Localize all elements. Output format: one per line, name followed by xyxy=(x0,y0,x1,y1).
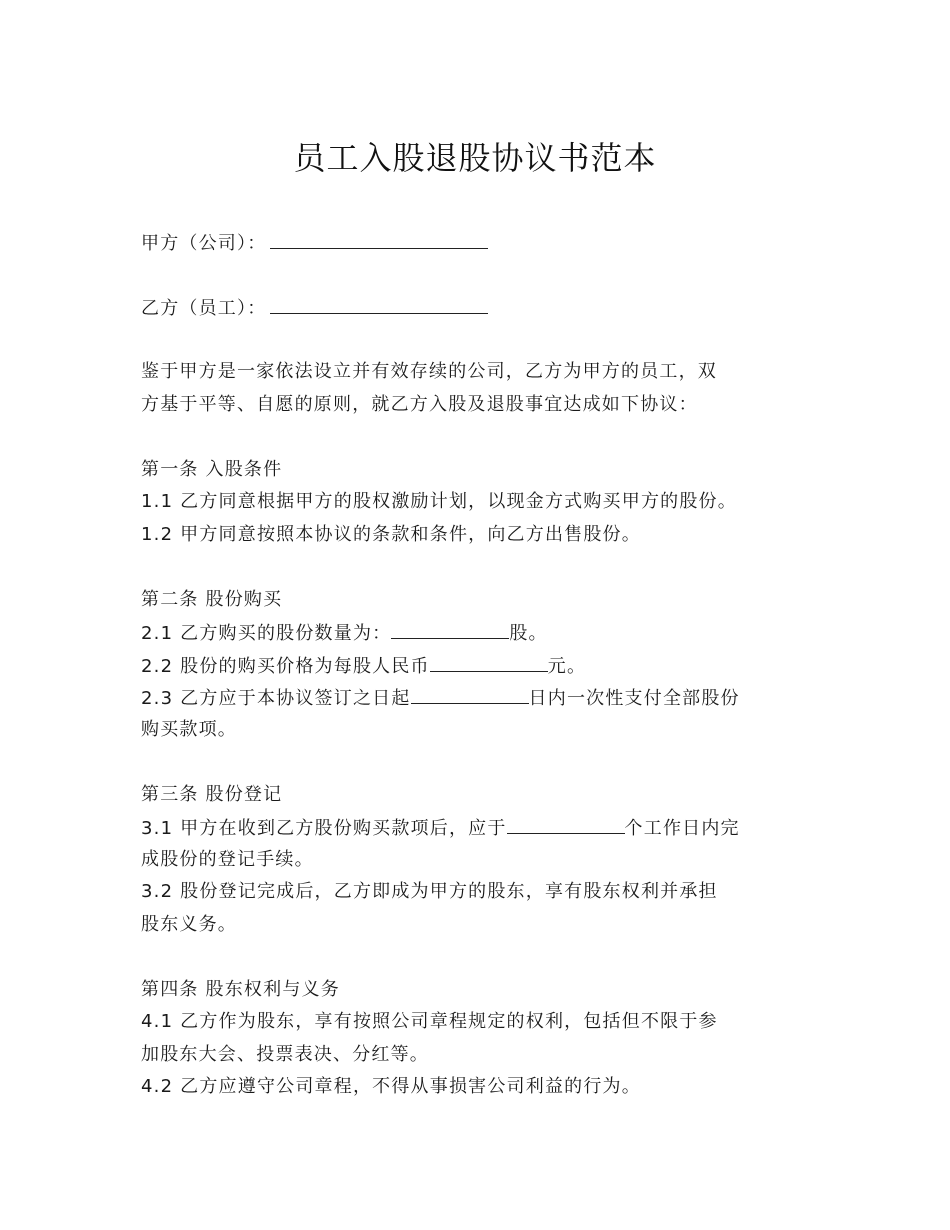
clause-2-3 xyxy=(141,681,841,714)
preamble-line-1: 鉴于甲方是一家依法设立并有效存续的公司，乙方为甲方的员工，双 xyxy=(141,361,717,382)
preamble-line-2: 方基于平等、自愿的原则，就乙方入股及退股事宜达成如下协议： xyxy=(141,393,698,415)
spacer xyxy=(141,421,841,454)
article-1-heading: 第一条 入股条件 xyxy=(141,458,283,480)
document-title: 员工入股退股协议书范本 xyxy=(293,139,657,177)
clause-1-1: 1.1 乙方同意根据甲方的股权激励计划，以现金方式购买甲方的股份。 xyxy=(141,491,737,512)
spacer xyxy=(141,551,841,584)
clause-2-2 xyxy=(141,649,841,682)
clause-2-3-suffix: 日内一次性支付全部股份 xyxy=(528,688,740,709)
clause-2-2-suffix: 元。 xyxy=(547,655,587,677)
clause-2-1-text: 2.1 乙方购买的股份数量为： xyxy=(141,623,392,644)
party-b-blank[interactable] xyxy=(270,291,488,314)
clause-3-1-text: 3.1 甲方在收到乙方股份购买款项后，应于 xyxy=(141,818,507,839)
clause-4-1: 4.1 乙方作为股东，享有按照公司章程规定的权利，包括但不限于参 xyxy=(141,1011,718,1032)
clause-2-3-cont: 购买款项。 xyxy=(141,718,237,740)
spacer xyxy=(141,746,841,779)
article-4-heading: 第四条 股东权利与义务 xyxy=(141,978,340,1000)
party-a-line xyxy=(141,226,841,259)
document-body xyxy=(141,226,841,1104)
party-a-label: 甲方（公司）： xyxy=(141,233,267,254)
registration-days-blank[interactable] xyxy=(507,811,625,834)
party-b-label: 乙方（员工）： xyxy=(141,298,267,319)
clause-2-1 xyxy=(141,616,841,649)
party-b-line xyxy=(141,291,841,324)
clause-4-1-cont: 加股东大会、投票表决、分红等。 xyxy=(141,1043,429,1065)
clause-2-3-text: 2.3 乙方应于本协议签订之日起 xyxy=(141,688,411,709)
spacer xyxy=(141,324,841,357)
party-a-blank[interactable] xyxy=(270,226,488,249)
share-quantity-blank[interactable] xyxy=(391,616,509,639)
clause-3-1 xyxy=(141,811,841,844)
clause-3-2-cont: 股东义务。 xyxy=(141,913,237,935)
article-2-heading: 第二条 股份购买 xyxy=(141,588,283,610)
spacer xyxy=(141,941,841,974)
clause-2-2-text: 2.2 股份的购买价格为每股人民币 xyxy=(141,655,430,677)
clause-4-2: 4.2 乙方应遵守公司章程，不得从事损害公司利益的行为。 xyxy=(141,1076,641,1097)
spacer xyxy=(141,259,841,292)
clause-1-2: 1.2 甲方同意按照本协议的条款和条件，向乙方出售股份。 xyxy=(141,523,641,545)
clause-2-1-suffix: 股。 xyxy=(509,623,548,644)
share-price-blank[interactable] xyxy=(430,649,548,672)
article-3-heading: 第三条 股份登记 xyxy=(141,783,283,805)
payment-days-blank[interactable] xyxy=(411,681,529,704)
clause-3-1-cont: 成股份的登记手续。 xyxy=(141,848,314,870)
clause-3-1-suffix: 个工作日内完 xyxy=(624,818,740,839)
clause-3-2: 3.2 股份登记完成后，乙方即成为甲方的股东，享有股东权利并承担 xyxy=(141,881,718,902)
